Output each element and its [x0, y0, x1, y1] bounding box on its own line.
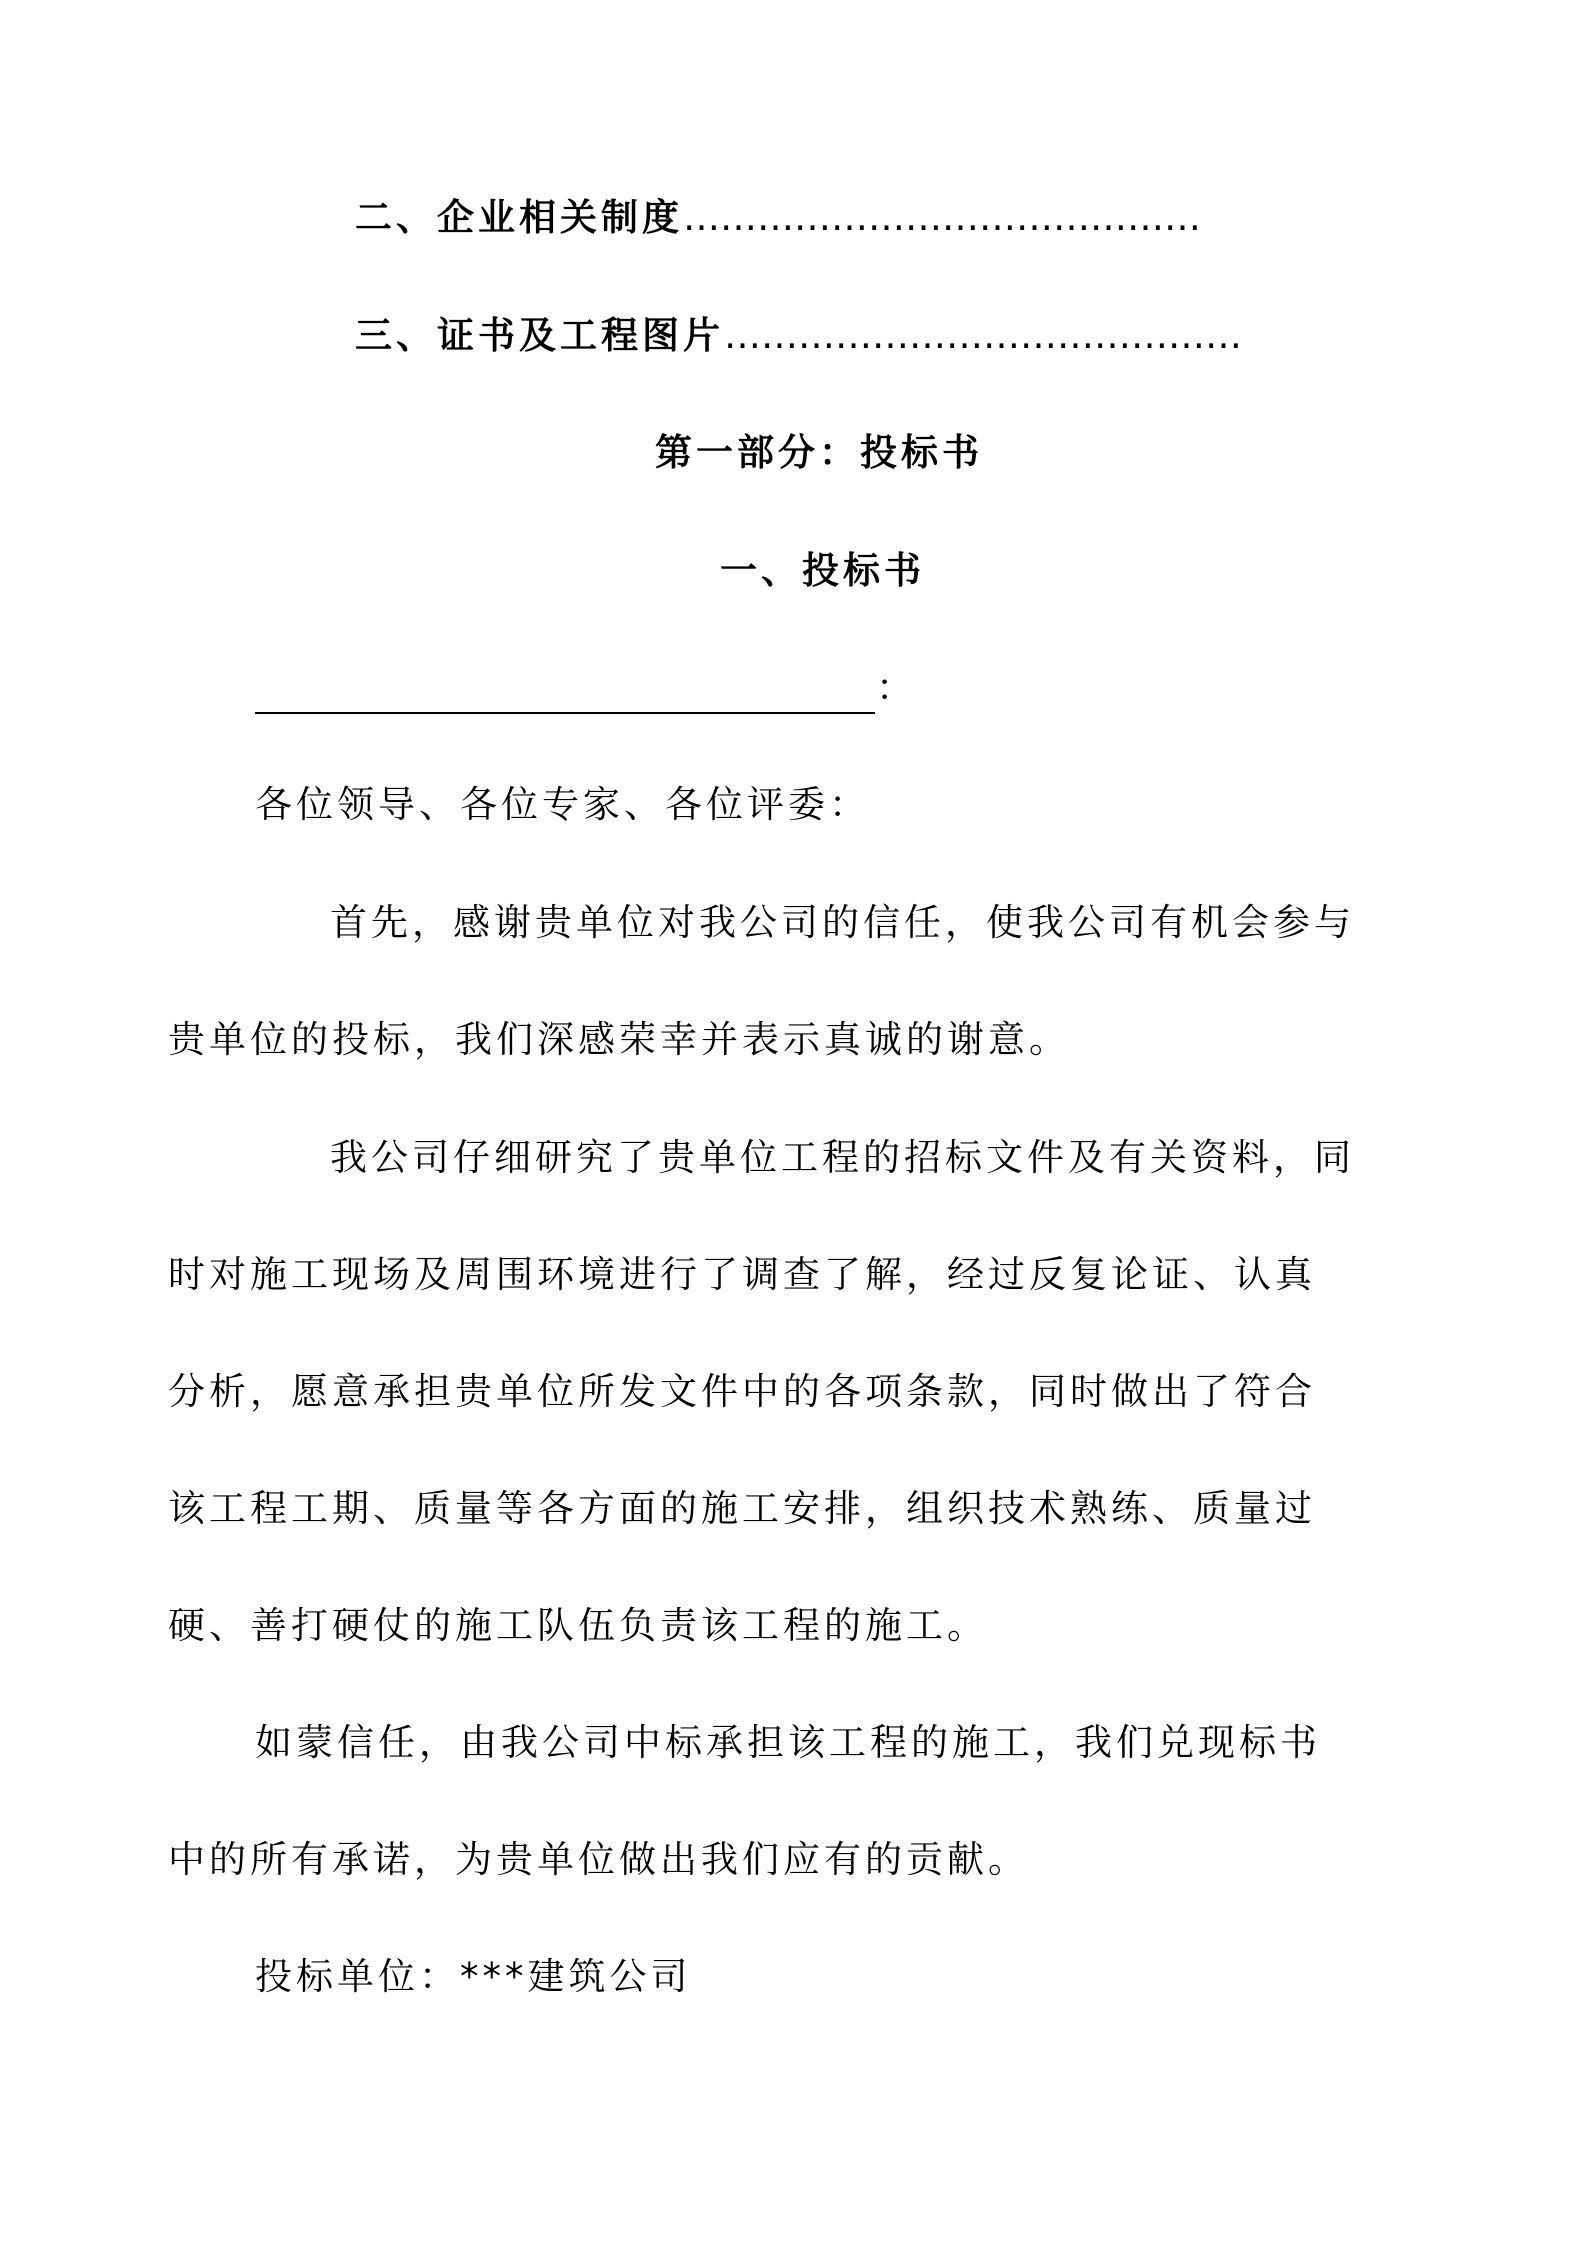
- part-title: 第一部分：投标书: [655, 431, 983, 474]
- paragraph-2-line-5: 硬、善打硬仗的施工队伍负责该工程的施工。: [168, 1604, 988, 1647]
- paragraph-1-line-2: 贵单位的投标，我们深感荣幸并表示真诚的谢意。: [168, 1018, 1070, 1061]
- paragraph-3-line-1: 如蒙信任，由我公司中标承担该工程的施工，我们兑现标书: [255, 1721, 1321, 1764]
- toc-item-3-label: 三、证书及工程图片: [355, 314, 724, 357]
- paragraph-2-line-4: 该工程工期、质量等各方面的施工安排，组织技术熟练、质量过: [168, 1487, 1316, 1530]
- bidder-line: 投标单位：***建筑公司: [255, 1955, 692, 1998]
- paragraph-1-line-1: 首先，感谢贵单位对我公司的信任，使我公司有机会参与: [330, 901, 1355, 944]
- addressee-blank-line: [255, 712, 875, 714]
- section-title: 一、投标书: [720, 549, 925, 592]
- salutation: 各位领导、各位专家、各位评委：: [255, 783, 870, 826]
- toc-item-2: [355, 193, 1201, 243]
- toc-item-3: [355, 311, 1242, 361]
- toc-item-3-leader: ……………………………………: [724, 314, 1242, 357]
- paragraph-3-line-2: 中的所有承诺，为贵单位做出我们应有的贡献。: [168, 1838, 1029, 1881]
- toc-item-2-label: 二、企业相关制度: [355, 196, 683, 239]
- toc-item-2-leader: ……………………………………: [683, 196, 1201, 239]
- addressee-colon: ：: [876, 666, 917, 709]
- paragraph-2-line-3: 分析，愿意承担贵单位所发文件中的各项条款，同时做出了符合: [168, 1370, 1316, 1413]
- paragraph-2-line-1: 我公司仔细研究了贵单位工程的招标文件及有关资料，同: [330, 1136, 1355, 1179]
- paragraph-2-line-2: 时对施工现场及周围环境进行了调查了解，经过反复论证、认真: [168, 1253, 1316, 1296]
